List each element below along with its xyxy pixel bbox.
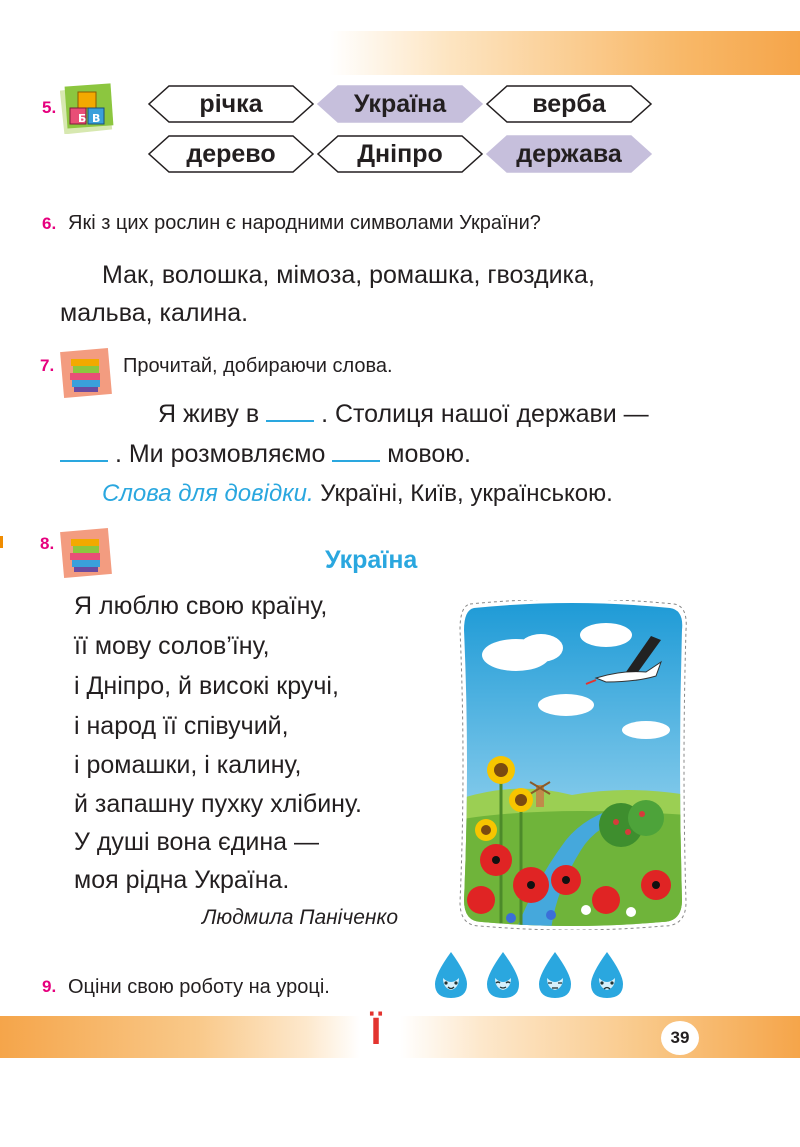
- exercise7-hint: [102, 480, 613, 508]
- exercise6-question: Які з цих рослин є народними символами України?: [68, 212, 541, 234]
- poem-author: Людмила Паніченко: [202, 906, 399, 929]
- word-card-5: Дніпро: [316, 134, 484, 174]
- exercise6-line1: Мак, волошка, мімоза, ромашка, гвоздика,: [102, 261, 595, 289]
- exercise9-text: Оціни свою роботу на уроці.: [68, 976, 330, 998]
- margin-mark: [0, 536, 3, 548]
- drop-happy-icon: [431, 950, 471, 1005]
- footer-letter: Ї: [370, 1011, 382, 1053]
- word-card-2: Україна: [316, 84, 484, 124]
- blank-3: [332, 460, 380, 462]
- poem-line-5: і ромашки, і калину,: [74, 751, 302, 779]
- word-card-1: річка: [147, 84, 315, 124]
- bottom-decor-bar-right: [400, 1016, 800, 1058]
- exercise7-sentence2: . Ми розмовляємо мовою.: [60, 440, 471, 469]
- drop-neutral-icon: [535, 950, 575, 1005]
- poem-line-4: і народ її співучий,: [74, 712, 289, 740]
- drop-content-icon: [483, 950, 523, 1005]
- exercise-number-5: 5.: [42, 98, 57, 117]
- bottom-decor-bar-left: [0, 1016, 360, 1058]
- landscape-illustration: [456, 600, 688, 935]
- exercise-number-6: 6.: [42, 214, 57, 233]
- word-card-3: верба: [485, 84, 653, 124]
- abc-blocks-icon: [60, 82, 116, 139]
- exercise7-sentence1: Я живу в . Столиця нашої держави —: [158, 400, 649, 428]
- poem-line-7: У душі вона єдина —: [74, 828, 319, 856]
- word-card-4: дерево: [147, 134, 315, 174]
- blank-2: [60, 460, 108, 462]
- exercise-number-8: 8.: [40, 534, 55, 553]
- exercise-number-7: 7.: [40, 356, 55, 375]
- hint-words: Україні, Київ, українською.: [320, 480, 613, 507]
- exercise-number-9: 9.: [42, 977, 57, 996]
- svg-text:Б: Б: [78, 112, 87, 125]
- poem-line-3: і Дніпро, й високі кручі,: [74, 672, 339, 700]
- svg-text:В: В: [92, 112, 101, 125]
- books-icon: [60, 526, 112, 585]
- poem-title: Україна: [325, 546, 418, 574]
- poem-line-2: її мову солов’їну,: [74, 632, 270, 660]
- poem-line-6: й запашну пухку хлібину.: [74, 790, 362, 818]
- drop-sad-icon: [587, 950, 627, 1005]
- word-card-6: держава: [485, 134, 653, 174]
- page-number: 39: [661, 1021, 699, 1055]
- exercise6-line2: мальва, калина.: [60, 299, 249, 327]
- books-icon: [60, 346, 112, 405]
- exercise7-instruction: Прочитай, добираючи слова.: [123, 355, 393, 377]
- poem-line-8: моя рідна Україна.: [74, 866, 290, 894]
- top-decor-bar: [330, 31, 800, 75]
- blank-1: [266, 420, 314, 422]
- hint-label: Слова для довідки.: [102, 480, 314, 507]
- poem-line-1: Я люблю свою країну,: [74, 592, 328, 620]
